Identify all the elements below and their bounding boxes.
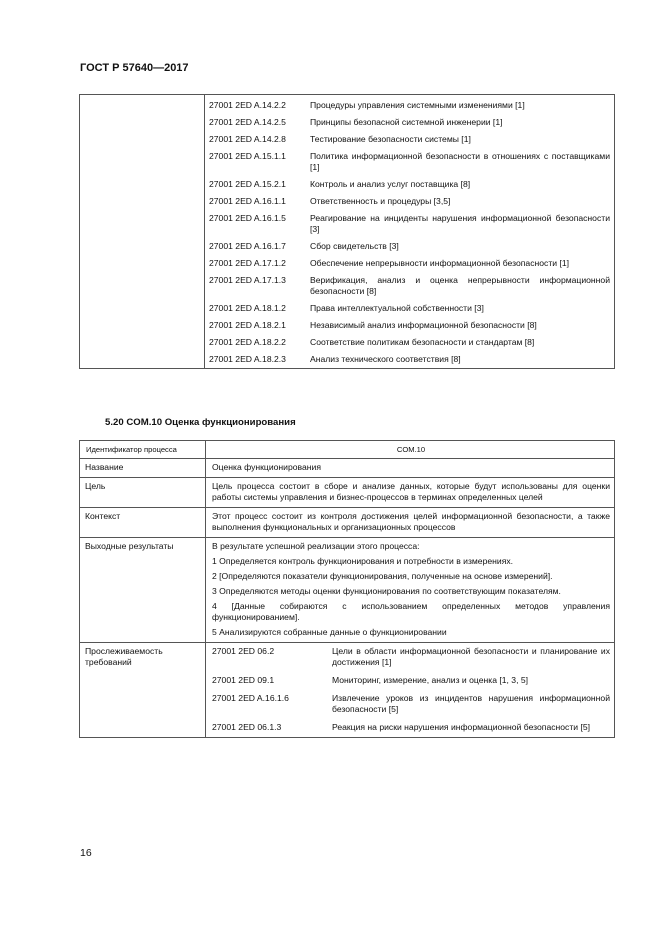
requirement-text: Реакция на риски нарушения информационной безопасности [5]	[332, 722, 591, 732]
process-id-value: COM.10	[206, 441, 615, 459]
output-item: 4 [Данные собираются с использованием определенных методов управления функционированием].	[212, 601, 610, 622]
requirement-code: 27001 2ED A.17.1.2	[209, 258, 286, 268]
list-item	[212, 693, 610, 715]
traceability-label: Прослеживаемость требований	[80, 643, 206, 738]
list-item	[205, 238, 614, 255]
requirement-text: Права интеллектуальной собственности [3]	[310, 303, 484, 313]
list-item	[205, 317, 614, 334]
requirement-text: Извлечение уроков из инцидентов нарушения информационной безопасности [5]	[332, 693, 610, 714]
requirement-code: 27001 2ED A.16.1.6	[212, 693, 289, 703]
requirement-code: 27001 2ED A.14.2.8	[209, 134, 286, 144]
requirement-text: Обеспечение непрерывности информационной безопасности [1]	[310, 258, 570, 268]
page-number: 16	[80, 847, 92, 859]
context-value: Этот процесс состоит из контроля достижения целей информационной безопасности, а также выполнения функциональных и организационных процессов	[206, 508, 615, 538]
list-item	[212, 646, 610, 668]
output-item: 3 Определяются методы оценки функционирования по соответствующим показателям.	[212, 586, 561, 596]
table-row	[80, 441, 615, 459]
requirement-code: 27001 2ED A.18.1.2	[209, 303, 286, 313]
requirement-text: Реагирование на инциденты нарушения информационной безопасности [3]	[310, 213, 610, 234]
context-label: Контекст	[80, 508, 206, 538]
requirement-text: Ответственность и процедуры [3,5]	[310, 196, 451, 206]
list-item	[212, 675, 610, 686]
requirement-text: Контроль и анализ услуг поставщика [8]	[310, 179, 471, 189]
requirement-code: 27001 2ED A.14.2.2	[209, 100, 286, 110]
list-item	[205, 193, 614, 210]
output-item: 5 Анализируются собранные данные о функционировании	[212, 627, 447, 637]
requirement-text: Сбор свидетельств [3]	[310, 241, 399, 251]
name-label: Название	[80, 459, 206, 478]
output-item: В результате успешной реализации этого процесса:	[212, 541, 420, 551]
list-item	[205, 148, 614, 176]
requirement-code: 27001 2ED A.17.1.3	[209, 275, 286, 285]
requirement-code: 27001 2ED A.18.2.3	[209, 354, 286, 364]
requirement-text: Соответствие политикам безопасности и стандартам [8]	[310, 337, 535, 347]
requirement-code: 27001 2ED 06.1.3	[212, 722, 282, 732]
requirement-code: 27001 2ED 09.1	[212, 675, 275, 685]
list-item	[212, 722, 610, 733]
traceability-value	[206, 643, 615, 738]
requirement-code: 27001 2ED A.15.2.1	[209, 179, 286, 189]
requirement-code: 27001 2ED A.16.1.1	[209, 196, 286, 206]
requirement-code: 27001 2ED A.15.1.1	[209, 151, 286, 161]
list-item	[205, 255, 614, 272]
outputs-label: Выходные результаты	[80, 538, 206, 643]
list-item	[205, 351, 614, 368]
requirement-text: Анализ технического соответствия [8]	[310, 354, 461, 364]
process-id-label: Идентификатор процесса	[80, 441, 206, 459]
requirement-text: Принципы безопасной системной инженерии [1]	[310, 117, 503, 127]
list-item	[205, 176, 614, 193]
requirement-code: 27001 2ED 06.2	[212, 646, 275, 656]
output-item: 1 Определяется контроль функционирования и потребности в измерениях.	[212, 556, 514, 566]
output-item: 2 [Определяются показатели функционирования, полученные на основе измерений].	[212, 571, 553, 581]
requirement-text: Независимый анализ информационной безопасности [8]	[310, 320, 537, 330]
name-value: Оценка функционирования	[206, 459, 615, 478]
list-item	[205, 131, 614, 148]
table-row	[80, 478, 615, 508]
list-item	[205, 334, 614, 351]
process-table	[79, 440, 615, 738]
requirement-code: 27001 2ED A.14.2.5	[209, 117, 286, 127]
requirement-code: 27001 2ED A.16.1.7	[209, 241, 286, 251]
list-item	[205, 210, 614, 238]
table-row	[80, 459, 615, 478]
section-title: 5.20 COM.10 Оценка функционирования	[105, 417, 296, 428]
requirement-text: Политика информационной безопасности в отношениях с поставщиками [1]	[310, 151, 610, 172]
requirement-text: Процедуры управления системными изменениями [1]	[310, 100, 525, 110]
requirement-text: Верификация, анализ и оценка непрерывности информационной безопасности [8]	[310, 275, 610, 296]
list-item	[205, 95, 614, 114]
requirement-code: 27001 2ED A.16.1.5	[209, 213, 286, 223]
table-row	[80, 643, 615, 738]
requirements-continuation-table	[79, 94, 615, 369]
requirement-text: Цели в области информационной безопасности и планирование их достижения [1]	[332, 646, 610, 667]
document-header: ГОСТ Р 57640—2017	[80, 62, 189, 74]
list-item	[205, 114, 614, 131]
requirement-code: 27001 2ED A.18.2.1	[209, 320, 286, 330]
table-row	[80, 538, 615, 643]
goal-value: Цель процесса состоит в сборе и анализе данных, которые будут использованы для оценки работы системы управления и бизнес-процессов в терминах определенных целей	[206, 478, 615, 508]
requirement-code: 27001 2ED A.18.2.2	[209, 337, 286, 347]
traceability-list-cell	[205, 95, 615, 369]
empty-label-cell	[80, 95, 205, 369]
list-item	[205, 300, 614, 317]
table-row	[80, 508, 615, 538]
requirement-text: Тестирование безопасности системы [1]	[310, 134, 471, 144]
requirement-text: Мониторинг, измерение, анализ и оценка [1, 3, 5]	[332, 675, 529, 685]
goal-label: Цель	[80, 478, 206, 508]
outputs-value	[206, 538, 615, 643]
list-item	[205, 272, 614, 300]
